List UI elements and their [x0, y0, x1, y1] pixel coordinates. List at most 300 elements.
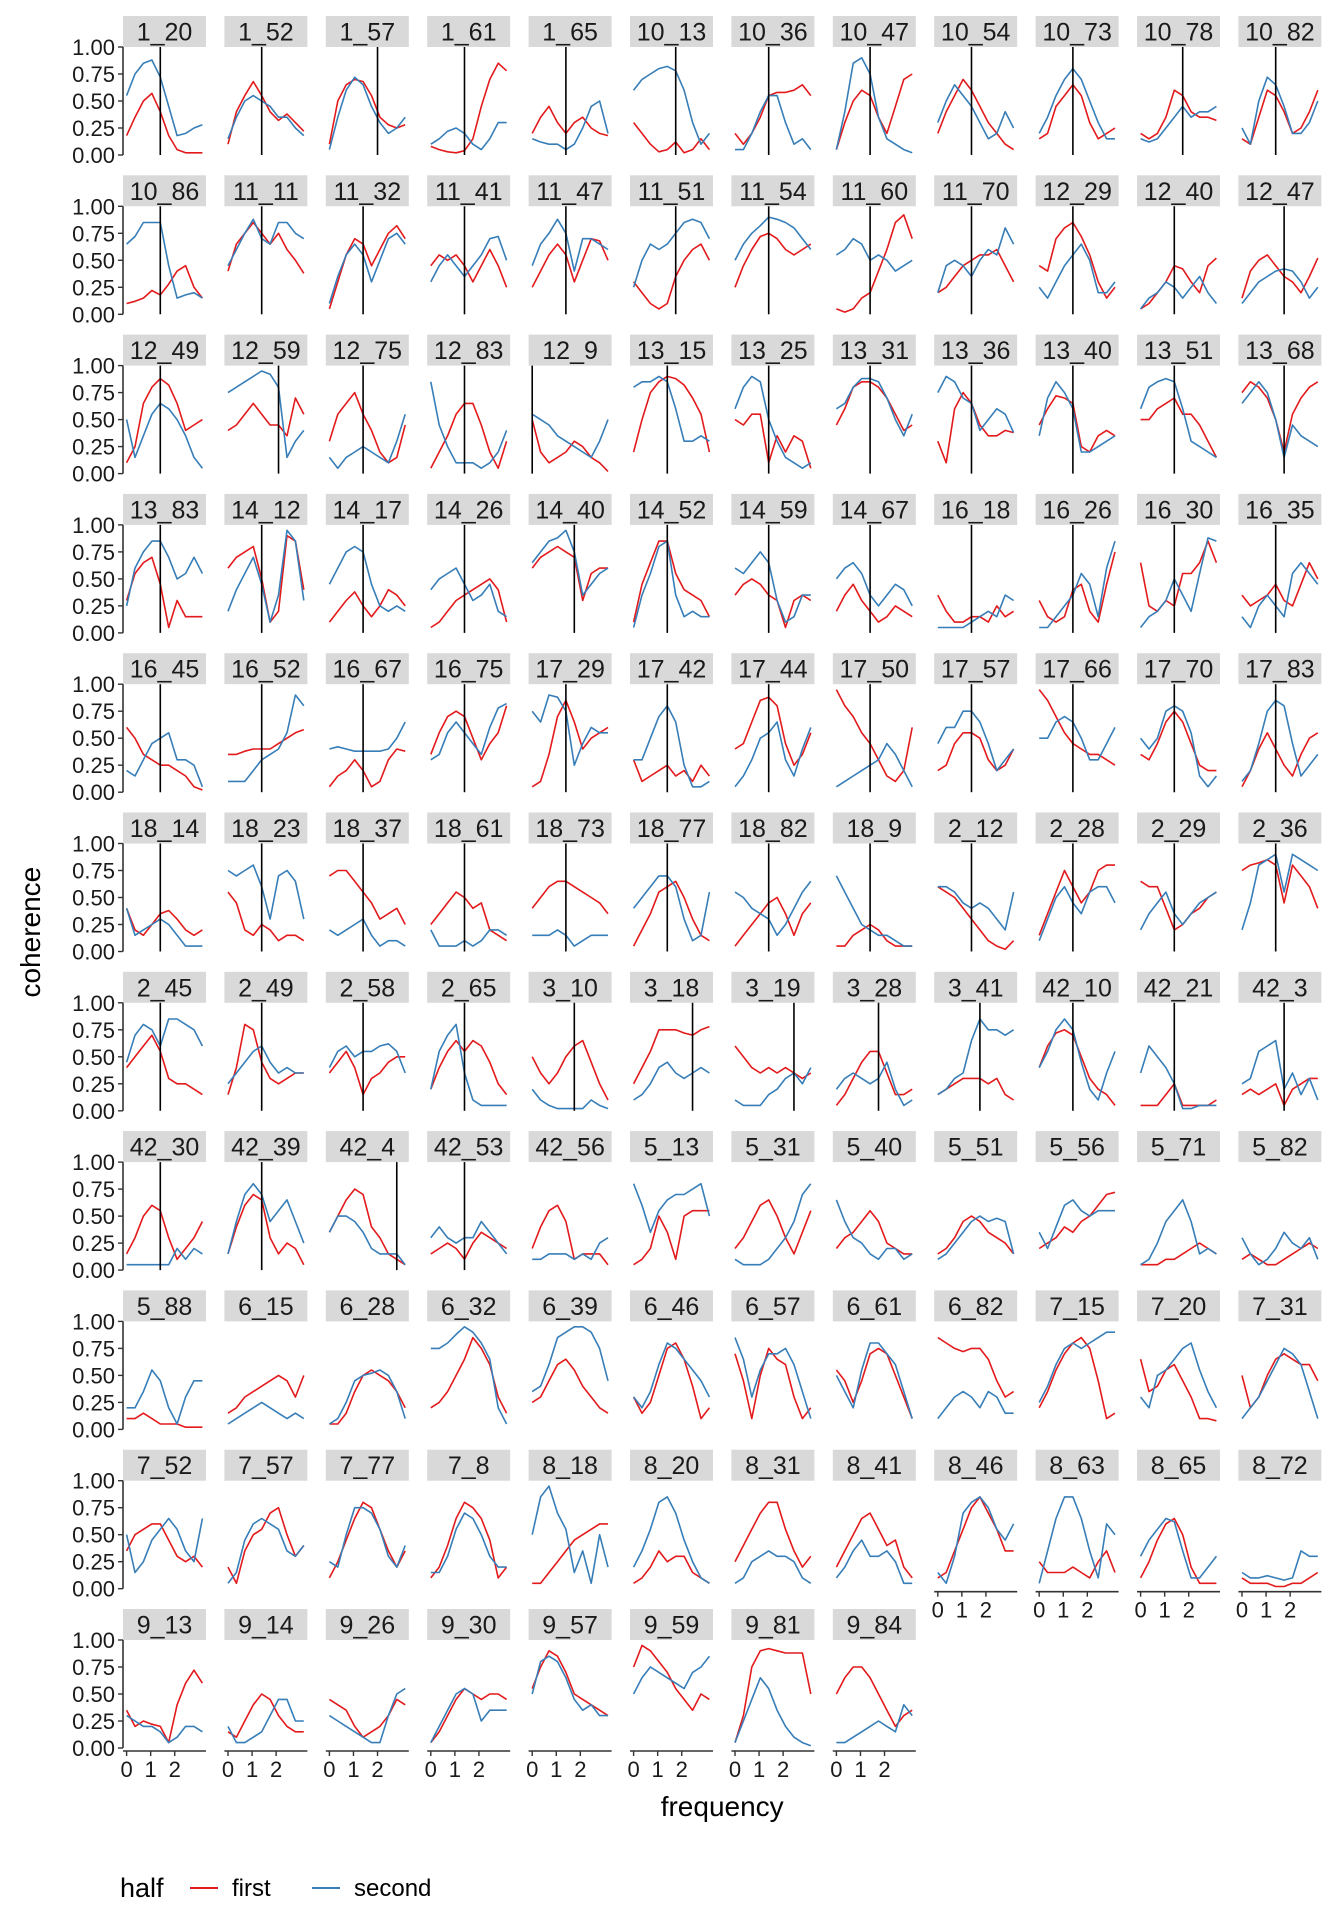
series-line-first	[1141, 1359, 1217, 1421]
series-line-second	[1242, 1551, 1318, 1580]
series-line-second	[431, 1327, 507, 1424]
panel-14_59	[731, 494, 814, 633]
series-line-second	[938, 711, 1014, 770]
panel-17_42	[630, 653, 713, 792]
panel-2_58	[326, 972, 409, 1111]
series-line-second	[228, 1402, 304, 1424]
panel-11_47	[529, 175, 612, 314]
panel-strip-label: 16_52	[231, 655, 301, 684]
panel-strip-label: 13_51	[1143, 337, 1214, 366]
y-tick-label: 0.25	[72, 1709, 115, 1734]
series-line-second	[1242, 382, 1318, 458]
panel-10_82	[1238, 16, 1321, 155]
y-tick-label: 0.75	[72, 1336, 115, 1362]
panel-8_65	[1134, 1450, 1220, 1623]
panel-12_83	[427, 335, 510, 474]
panel-1_52	[224, 16, 307, 155]
series-line-first	[1141, 398, 1217, 457]
panel-strip-label: 42_30	[129, 1133, 200, 1162]
y-tick-label: 0.75	[72, 221, 115, 247]
panel-strip-label: 1_57	[339, 18, 396, 47]
panel-11_54	[731, 175, 814, 314]
series-line-second	[1242, 1348, 1318, 1418]
panel-8_18	[529, 1450, 612, 1584]
panel-3_18	[630, 972, 713, 1111]
y-tick-label: 0.25	[72, 1549, 115, 1575]
y-tick-label: 0.50	[72, 248, 115, 274]
panel-strip-label: 10_82	[1245, 18, 1315, 47]
x-tick-label: 0	[424, 1757, 437, 1782]
series-line-first	[228, 730, 304, 755]
panel-18_9	[833, 813, 916, 952]
x-tick-label: 1	[651, 1757, 664, 1782]
panel-7_15	[1036, 1290, 1119, 1418]
x-tick-label: 2	[1283, 1597, 1297, 1623]
panel-3_28	[833, 972, 916, 1111]
panel-strip-label: 5_31	[745, 1133, 801, 1162]
panel-strip-label: 1_65	[542, 18, 598, 47]
series-line-second	[634, 66, 710, 144]
y-tick-label: 0.25	[72, 275, 115, 301]
panel-17_29	[529, 653, 612, 792]
series-line-second	[329, 722, 405, 751]
series-line-first	[1141, 711, 1217, 770]
panel-strip-label: 42_4	[339, 1133, 396, 1162]
x-tick-label: 0	[221, 1757, 235, 1782]
x-tick-label: 1	[448, 1757, 461, 1782]
y-tick-label: 0.75	[72, 1495, 115, 1521]
series-line-first	[127, 1413, 203, 1427]
panel-strip-label: 16_45	[129, 655, 200, 684]
panel-13_83	[72, 494, 206, 646]
x-tick-label: 2	[675, 1757, 688, 1782]
panel-strip-label: 11_41	[434, 177, 503, 206]
series-line-first	[634, 541, 710, 622]
panel-16_18	[934, 494, 1017, 633]
series-line-second	[1039, 69, 1115, 139]
panel-strip-label: 7_77	[339, 1452, 396, 1481]
panel-strip-label: 6_39	[542, 1292, 598, 1321]
panel-strip-label: 12_75	[332, 337, 403, 366]
x-tick-label: 2	[1081, 1597, 1094, 1623]
panel-strip-label: 16_18	[940, 496, 1011, 525]
panel-strip-label: 14_26	[433, 496, 504, 525]
series-line-first	[228, 1508, 304, 1584]
y-tick-label: 0.25	[72, 912, 115, 938]
panel-strip-label: 14_12	[231, 496, 301, 525]
series-line-first	[329, 1502, 405, 1578]
panel-6_61	[833, 1290, 916, 1418]
series-line-second	[329, 1508, 405, 1567]
x-tick-label: 1	[1057, 1597, 1070, 1623]
x-tick-label: 2	[574, 1757, 587, 1782]
panel-strip-label: 9_84	[846, 1611, 903, 1640]
y-tick-label: 0.25	[72, 1231, 115, 1257]
x-tick-label: 2	[1182, 1597, 1195, 1623]
series-line-first	[1039, 1030, 1115, 1106]
panel-12_29	[1036, 175, 1119, 314]
series-line-first	[735, 1649, 811, 1743]
panel-strip-label: 3_19	[745, 974, 801, 1003]
panel-strip-label: 9_57	[542, 1611, 598, 1640]
panel-16_45	[72, 653, 206, 805]
panel-strip-label: 13_31	[839, 337, 910, 366]
panel-7_57	[224, 1450, 307, 1584]
series-line-second	[127, 1716, 203, 1743]
series-line-first	[938, 595, 1014, 622]
series-line-second	[1039, 541, 1115, 627]
panel-strip-label: 18_77	[636, 815, 707, 843]
series-line-first	[431, 1338, 507, 1414]
panel-2_45	[72, 972, 206, 1124]
panel-strip-label: 11_47	[536, 177, 604, 206]
panel-strip-label: 9_14	[238, 1611, 294, 1640]
series-line-second	[1242, 854, 1318, 930]
series-line-first	[836, 215, 912, 312]
panel-strip-label: 14_67	[839, 496, 910, 525]
x-tick-label: 1	[955, 1597, 968, 1623]
panel-strip-label: 13_83	[129, 496, 200, 525]
series-line-second	[634, 1062, 710, 1100]
panel-strip-label: 13_40	[1042, 337, 1112, 366]
panel-strip-label: 8_72	[1252, 1452, 1308, 1481]
panel-strip-label: 8_18	[542, 1452, 598, 1481]
panel-18_23	[224, 813, 307, 952]
series-line-second	[329, 1370, 405, 1424]
series-line-first	[735, 1046, 811, 1078]
series-line-second	[1039, 382, 1115, 452]
series-line-second	[532, 1089, 608, 1108]
y-tick-label: 0.00	[72, 1417, 115, 1443]
panel-strip-label: 18_9	[846, 815, 903, 843]
y-tick-label: 0.00	[72, 620, 115, 646]
panel-strip-label: 12_47	[1245, 177, 1315, 206]
panel-strip-label: 18_82	[738, 815, 808, 843]
panel-6_82	[934, 1290, 1017, 1418]
x-tick-label: 0	[627, 1757, 640, 1782]
panel-strip-label: 9_26	[339, 1611, 396, 1640]
series-line-first	[836, 74, 912, 150]
x-tick-label: 0	[728, 1757, 742, 1782]
panel-strip-label: 1_20	[136, 18, 193, 47]
panel-strip-label: 42_39	[231, 1133, 301, 1162]
panel-16_26	[1036, 494, 1119, 633]
series-line-second	[127, 541, 203, 606]
panel-strip-label: 12_59	[231, 337, 301, 366]
panel-strip-label: 9_30	[440, 1611, 497, 1640]
panel-strip-label: 7_20	[1150, 1292, 1207, 1321]
panel-18_77	[630, 813, 713, 952]
x-tick-label: 1	[245, 1757, 259, 1782]
series-line-second	[329, 233, 405, 303]
panel-1_61	[427, 16, 510, 155]
panel-42_39	[224, 1131, 307, 1270]
series-line-second	[836, 563, 912, 606]
panel-strip-label: 16_30	[1143, 496, 1214, 525]
panel-12_59	[224, 335, 307, 474]
series-line-second	[735, 1338, 811, 1419]
panel-12_40	[1137, 175, 1220, 314]
x-tick-label: 0	[1235, 1597, 1249, 1623]
y-tick-label: 0.50	[72, 566, 115, 592]
panel-8_46	[932, 1450, 1018, 1623]
panel-42_30	[72, 1131, 206, 1283]
panel-strip-label: 17_57	[940, 655, 1011, 684]
panel-7_31	[1238, 1290, 1321, 1418]
panel-11_70	[934, 175, 1017, 314]
series-line-first	[836, 690, 912, 782]
panel-5_88	[72, 1290, 206, 1442]
series-line-second	[938, 85, 1014, 139]
y-tick-label: 0.50	[72, 1682, 115, 1707]
panel-5_51	[934, 1131, 1017, 1259]
series-line-first	[1141, 881, 1217, 930]
panel-strip-label: 17_70	[1143, 655, 1214, 684]
y-tick-label: 1.00	[72, 990, 115, 1016]
panel-strip-label: 17_29	[535, 655, 605, 684]
x-tick-label: 0	[526, 1757, 539, 1782]
y-tick-label: 0.50	[72, 407, 115, 433]
series-line-first	[228, 536, 304, 622]
series-line-second	[431, 1689, 507, 1743]
series-line-second	[127, 223, 203, 299]
series-line-first	[431, 250, 507, 288]
panel-strip-label: 12_29	[1042, 177, 1112, 206]
series-line-first	[127, 1035, 203, 1094]
panel-strip-label: 6_32	[440, 1292, 497, 1321]
panel-1_65	[529, 16, 612, 155]
panel-5_82	[1238, 1131, 1321, 1265]
panel-42_4	[326, 1131, 409, 1270]
panel-strip-label: 8_31	[745, 1452, 801, 1481]
panel-18_37	[326, 813, 409, 952]
series-line-first	[228, 892, 304, 941]
series-line-second	[228, 530, 304, 622]
y-tick-label: 0.00	[72, 1576, 115, 1602]
panel-5_56	[1036, 1131, 1119, 1248]
panel-strip-label: 1_61	[440, 18, 497, 47]
panel-strip-label: 8_46	[947, 1452, 1004, 1481]
panel-strip-label: 13_15	[636, 337, 707, 366]
panel-strip-label: 6_57	[745, 1292, 801, 1321]
series-line-first	[329, 749, 405, 787]
series-line-second	[634, 1343, 710, 1408]
y-tick-label: 0.75	[72, 699, 115, 725]
series-line-second	[1141, 277, 1217, 309]
series-line-first	[634, 376, 710, 452]
y-tick-label: 0.50	[72, 1363, 115, 1389]
series-line-first	[938, 1338, 1014, 1397]
series-line-second	[532, 414, 608, 457]
panel-13_36	[934, 335, 1017, 474]
panel-14_17	[326, 494, 409, 633]
panel-6_39	[529, 1290, 612, 1413]
y-tick-label: 1.00	[72, 1309, 115, 1335]
y-tick-label: 0.25	[72, 1071, 115, 1097]
panel-strip-label: 2_45	[136, 974, 193, 1003]
series-line-second	[532, 695, 608, 765]
series-line-second	[1141, 538, 1217, 628]
y-tick-label: 1.00	[72, 672, 115, 698]
y-tick-label: 0.00	[72, 780, 115, 806]
x-tick-label: 2	[979, 1597, 993, 1623]
panel-strip-label: 5_13	[643, 1133, 700, 1162]
panel-17_44	[731, 653, 814, 792]
panel-strip-label: 7_15	[1049, 1292, 1105, 1321]
y-tick-label: 0.50	[72, 885, 115, 911]
y-tick-label: 0.50	[72, 1044, 115, 1070]
y-tick-label: 1.00	[72, 1468, 115, 1494]
panel-strip-label: 17_42	[636, 655, 707, 684]
panel-strip-label: 17_66	[1042, 655, 1112, 684]
series-line-first	[735, 1502, 811, 1567]
y-tick-label: 1.00	[72, 353, 115, 379]
series-line-second	[532, 1486, 608, 1583]
series-line-second	[431, 704, 507, 760]
series-line-second	[938, 595, 1014, 627]
panel-strip-label: 42_3	[1252, 974, 1308, 1003]
series-line-second	[431, 1024, 507, 1105]
series-line-second	[735, 722, 811, 787]
series-line-first	[329, 871, 405, 925]
panel-strip-label: 2_49	[238, 974, 294, 1003]
panel-14_67	[833, 494, 916, 633]
series-line-first	[938, 250, 1014, 293]
series-line-second	[1141, 1200, 1217, 1265]
y-tick-label: 0.25	[72, 1390, 115, 1416]
series-line-first	[938, 733, 1014, 771]
series-line-second	[431, 930, 507, 946]
series-line-first	[127, 727, 203, 790]
panel-8_20	[630, 1450, 713, 1584]
y-tick-label: 1.00	[72, 194, 115, 220]
panel-strip-label: 17_44	[738, 655, 808, 684]
panel-strip-label: 18_61	[433, 815, 504, 843]
panel-8_72	[1236, 1450, 1322, 1623]
y-tick-label: 0.50	[72, 1522, 115, 1548]
series-line-first	[1242, 90, 1318, 144]
panel-9_13	[72, 1609, 206, 1782]
panel-strip-label: 6_28	[339, 1292, 396, 1321]
panel-3_41	[934, 972, 1017, 1111]
panel-strip-label: 18_23	[231, 815, 301, 843]
panel-strip-label: 3_28	[846, 974, 903, 1003]
series-line-second	[634, 1497, 710, 1583]
panel-16_35	[1238, 494, 1321, 633]
panel-strip-label: 13_68	[1245, 337, 1315, 366]
series-line-second	[532, 530, 608, 595]
panel-strip-label: 14_40	[535, 496, 605, 525]
panel-strip-label: 5_40	[846, 1133, 903, 1162]
panel-strip-label: 18_73	[535, 815, 605, 843]
y-tick-label: 0.75	[72, 1655, 115, 1680]
x-tick-label: 2	[776, 1757, 790, 1782]
series-line-first	[532, 547, 608, 601]
panel-8_63	[1033, 1450, 1119, 1623]
panel-strip-label: 3_10	[542, 974, 598, 1003]
series-line-second	[938, 1019, 1014, 1095]
series-line-first	[228, 1195, 304, 1265]
series-line-first	[836, 1667, 912, 1726]
series-line-second	[836, 1062, 912, 1105]
series-line-second	[735, 1551, 811, 1583]
panel-17_70	[1137, 653, 1220, 792]
panel-12_75	[326, 335, 409, 474]
panel-strip-label: 7_52	[136, 1452, 193, 1481]
series-line-second	[532, 930, 608, 946]
panel-strip-label: 13_36	[940, 337, 1011, 366]
series-line-first	[329, 393, 405, 463]
panel-strip-label: 5_88	[136, 1292, 193, 1321]
series-line-second	[836, 1705, 912, 1743]
y-tick-label: 0.75	[72, 380, 115, 406]
series-line-first	[1039, 1551, 1115, 1578]
panel-strip-label: 8_63	[1049, 1452, 1105, 1481]
panel-strip-label: 3_18	[643, 974, 700, 1003]
x-tick-label: 2	[168, 1757, 181, 1782]
panel-11_11	[224, 175, 307, 314]
series-line-first	[228, 1375, 304, 1413]
panel-11_41	[427, 175, 510, 314]
panel-strip-label: 10_73	[1042, 18, 1112, 47]
series-line-first	[938, 393, 1014, 463]
panel-strip-label: 16_67	[332, 655, 403, 684]
series-line-first	[532, 1041, 608, 1100]
x-tick-label: 1	[347, 1757, 360, 1782]
panel-strip-label: 5_56	[1049, 1133, 1105, 1162]
panel-9_26	[323, 1609, 409, 1782]
panel-strip-label: 8_65	[1150, 1452, 1207, 1481]
series-line-first	[127, 1670, 203, 1742]
panel-6_46	[630, 1290, 713, 1418]
panel-42_3	[1238, 972, 1321, 1111]
series-line-second	[634, 1656, 710, 1694]
series-line-second	[634, 706, 710, 787]
panel-5_71	[1137, 1131, 1220, 1265]
y-tick-label: 0.25	[72, 434, 115, 460]
series-line-first	[431, 1232, 507, 1259]
series-line-second	[228, 695, 304, 781]
series-line-second	[735, 1068, 811, 1106]
series-line-second	[1242, 1232, 1318, 1264]
series-line-first	[634, 1343, 710, 1419]
panel-10_13	[630, 16, 713, 155]
x-tick-label: 1	[854, 1757, 867, 1782]
panel-18_14	[72, 813, 206, 965]
series-line-second	[1039, 1200, 1115, 1249]
x-tick-label: 0	[830, 1757, 843, 1782]
panel-13_15	[630, 335, 713, 474]
series-line-first	[1141, 90, 1217, 139]
panel-10_36	[731, 16, 814, 155]
panel-strip-label: 16_26	[1042, 496, 1112, 525]
series-line-first	[735, 414, 811, 468]
panel-strip-label: 16_35	[1245, 496, 1315, 525]
panel-strip-label: 13_25	[738, 337, 808, 366]
y-tick-label: 0.75	[72, 1017, 115, 1043]
panel-strip-label: 2_28	[1049, 815, 1105, 843]
panel-strip-label: 42_10	[1042, 974, 1112, 1003]
panel-1_20	[72, 16, 206, 168]
panel-strip-label: 1_52	[238, 18, 294, 47]
series-line-second	[431, 1513, 507, 1572]
series-line-first	[634, 1645, 710, 1710]
y-tick-label: 0.25	[72, 116, 115, 141]
panel-strip-label: 11_60	[840, 177, 909, 206]
panel-6_57	[731, 1290, 814, 1418]
x-tick-label: 0	[1134, 1597, 1147, 1623]
panel-17_83	[1238, 653, 1321, 792]
